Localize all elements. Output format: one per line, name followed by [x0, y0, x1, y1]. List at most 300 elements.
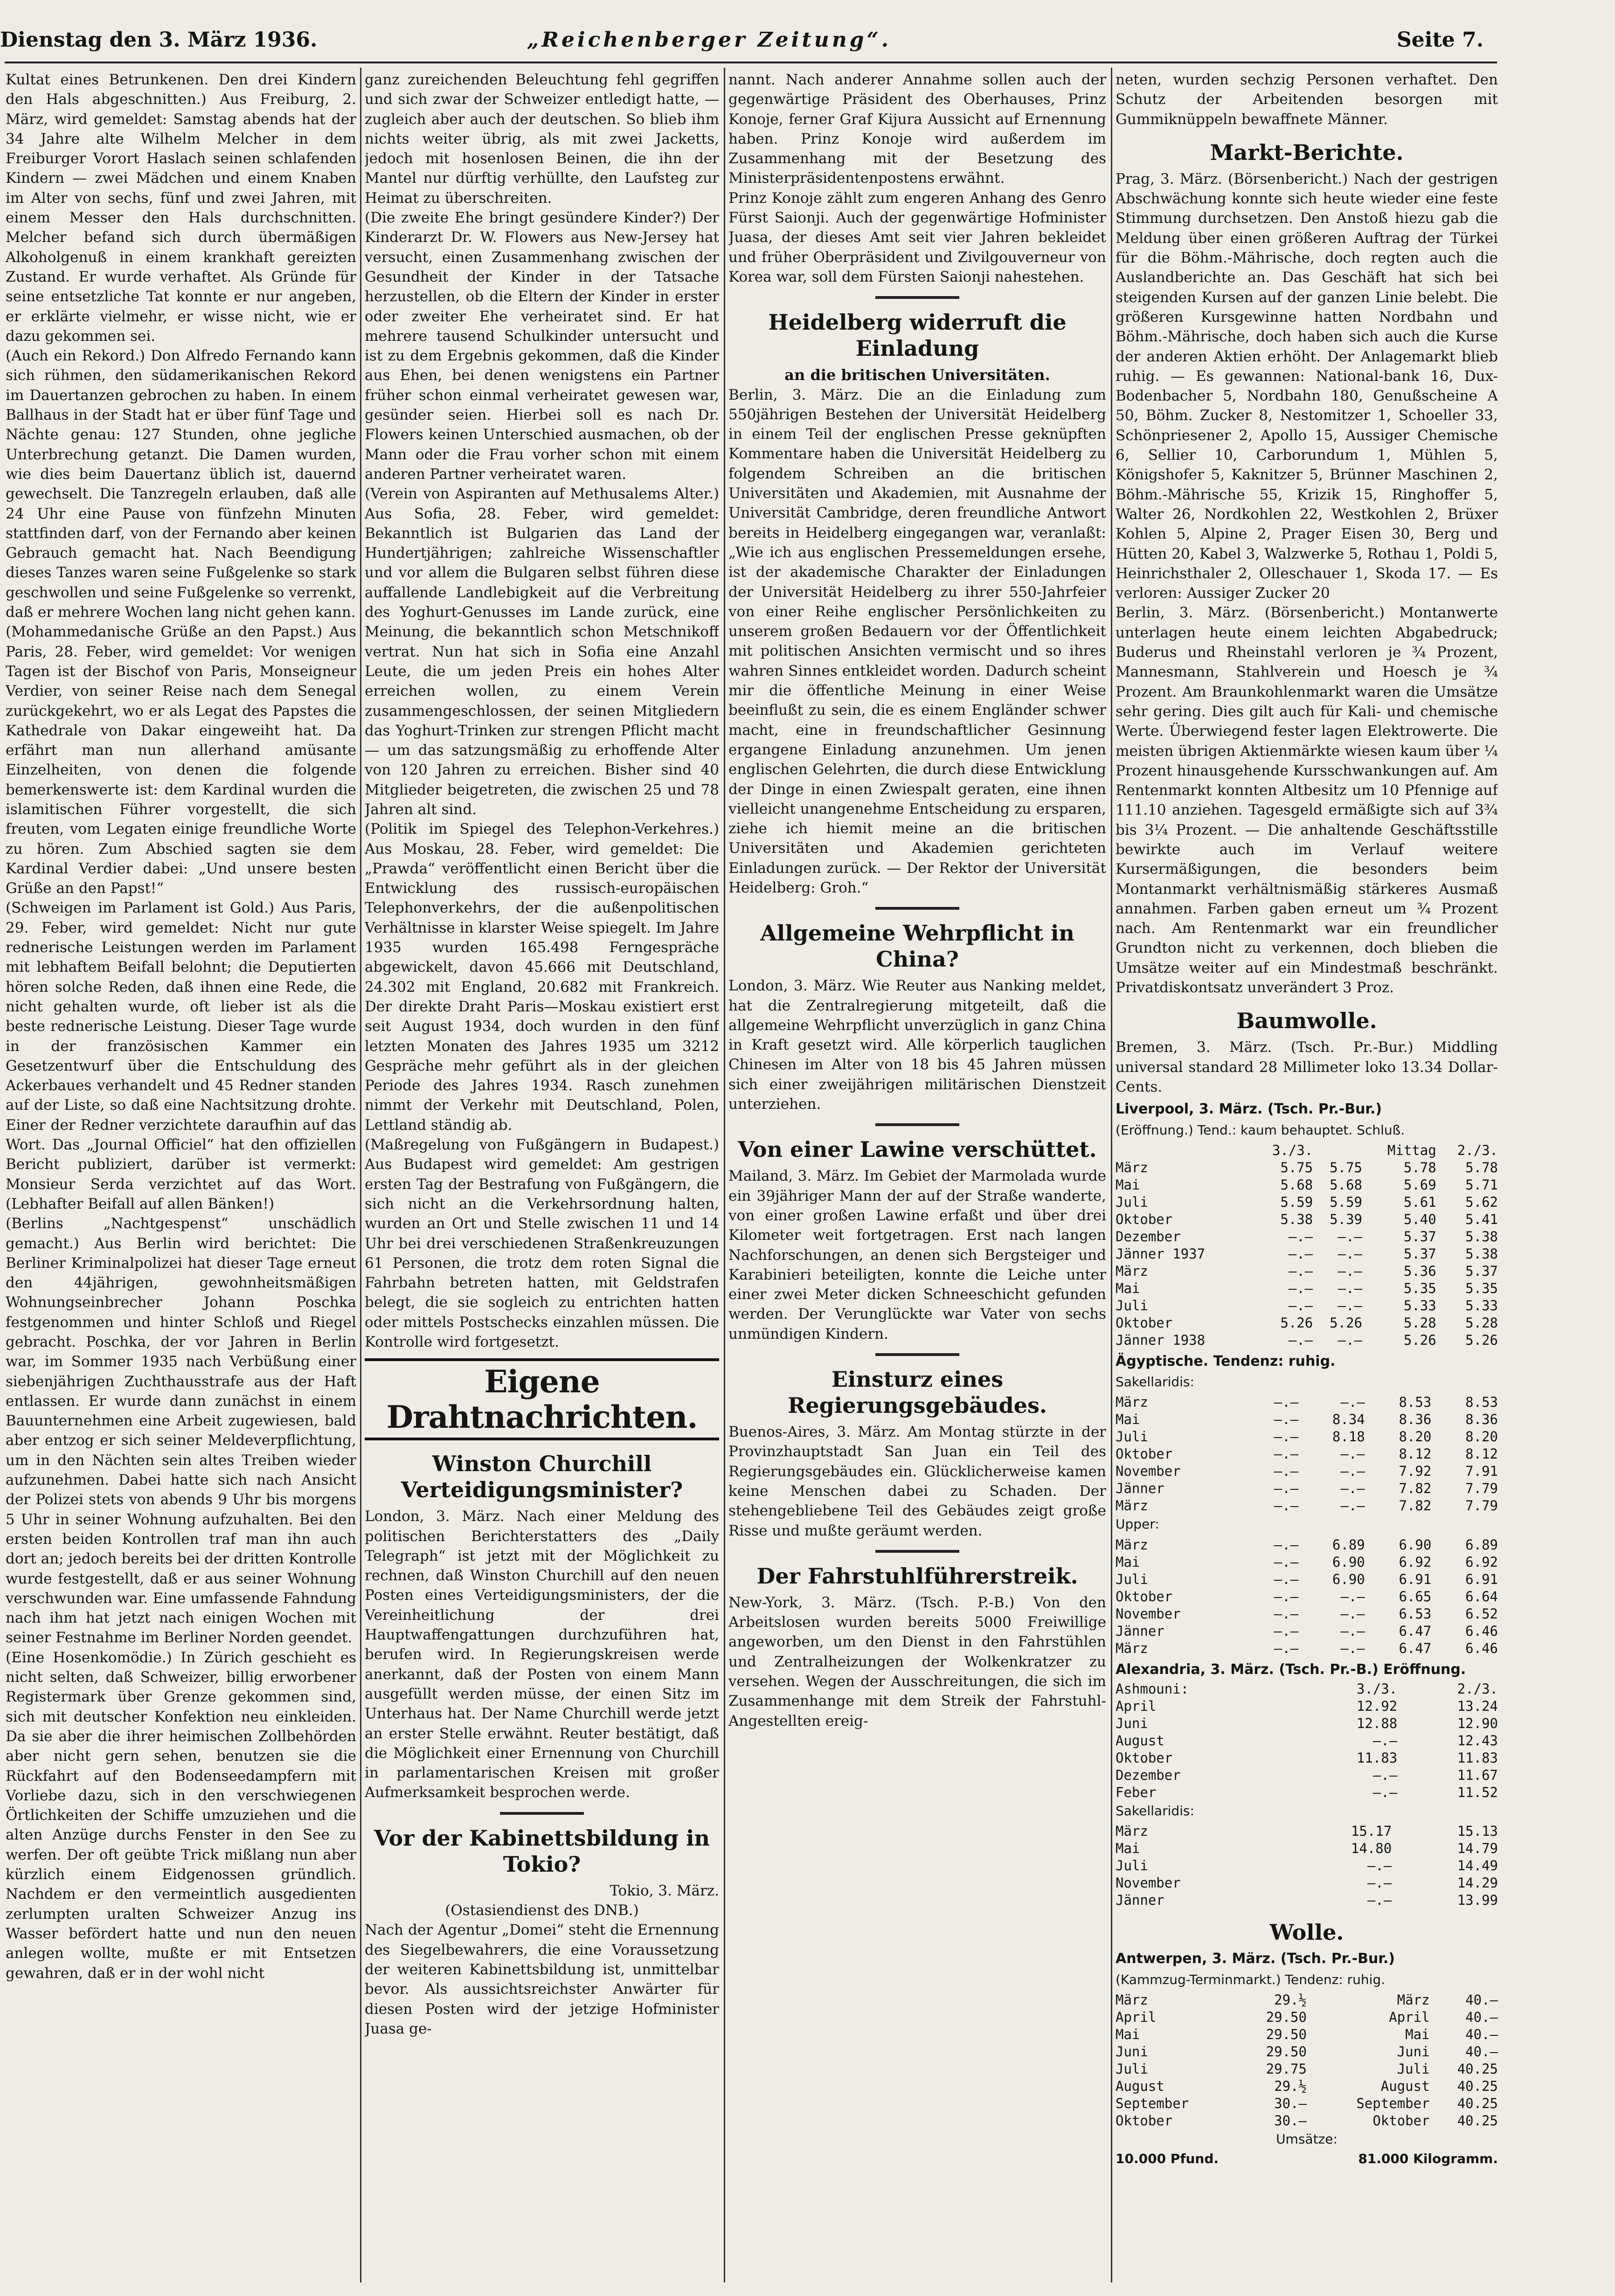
table-row: [1116, 1159, 1498, 1176]
separator: [875, 907, 959, 910]
table-cell: 5.61: [1403, 1194, 1436, 1210]
table-cell: —.—: [1367, 1892, 1392, 1909]
table-cell: 14.29: [1457, 1875, 1498, 1891]
table-cell: 14.49: [1457, 1858, 1498, 1874]
table-cell: —.—: [1367, 1875, 1392, 1891]
upper-heading: Upper:: [1116, 1516, 1159, 1532]
table-cell: —.—: [1288, 1280, 1313, 1296]
table-cell: 40.—: [1465, 1992, 1498, 2008]
article-budapest-fussgaenger: (Maßregelung von Fußgängern in Budapest.) Aus Budapest wird gemeldet: Am gestrigen ersten Tag der Bestrafung von Fußgängern, die sich nicht an die Verkehrsordnung halten, wurden an Ort und Stelle zwischen 11 und 14 Uhr bei drei verschiedenen Straßenkreuzungen 61 Personen, die trotz dem roten Signal die Fahrbahn betreten hatten, mit Geldstrafen belegt, die sie sogleich zu entrichten hatten oder mittels Postschecks einzahlen müssen. Die Kontrolle wird fortgesetzt.: [365, 1136, 719, 1350]
table-cell: 5.59: [1330, 1194, 1362, 1210]
row-label: November: [1116, 1605, 1181, 1622]
table-cell: 5.40: [1403, 1211, 1436, 1227]
table-cell: —.—: [1340, 1480, 1365, 1497]
row-label: Juni: [1116, 2043, 1148, 2060]
table-cell: —.—: [1340, 1640, 1365, 1656]
table-cell: 13.99: [1457, 1892, 1498, 1909]
table-cell: 5.37: [1403, 1245, 1436, 1262]
table-cell: 40.25: [1457, 2078, 1498, 2094]
table-cell: 6.91: [1399, 1571, 1432, 1587]
table-cell: Mai: [1405, 2026, 1430, 2042]
table-cell: 11.83: [1356, 1750, 1398, 1766]
table-cell: 8.53: [1399, 1394, 1432, 1411]
table-row: [1116, 1571, 1498, 1588]
table-cell: 6.90: [1332, 1571, 1365, 1587]
article-melcher: Kultat eines Betrunkenen. Den drei Kindern den Hals abgeschnitten.) Aus Freiburg, 2. März, wird gemeldet: Samstag abends hat der 34 Jahre alte Wilhelm Melcher in dem Freiburger Vorort Haslach seinen schlafenden Kindern — zwei Mädchen und einem Knaben im Alter von sechs, fünf und zwei Jahren, mit einem Messer den Hals durchschnitten. Melcher befand sich durch übermäßigen Alkoholgenuß in einem krankhaft gereizten Zustand. Er wurde verhaftet. Als Gründe für seine entsetzliche Tat konnte er nur angeben, er erklärte vielmehr, er wisse nicht, wie er dazu gekommen sei.: [6, 71, 356, 345]
table-cell: —.—: [1288, 1245, 1313, 1262]
row-label: Jänner 1938: [1116, 1332, 1206, 1348]
separator: [875, 1550, 959, 1553]
table-cell: —.—: [1372, 1784, 1398, 1801]
table-cell: 5.59: [1280, 1194, 1313, 1210]
table-cell: —.—: [1274, 1554, 1299, 1570]
table-row: [1116, 1605, 1498, 1623]
table-cell: 8.20: [1399, 1429, 1432, 1445]
table-row: [1116, 1297, 1498, 1314]
table-cell: 40.—: [1465, 2043, 1498, 2060]
row-label: März: [1116, 1394, 1148, 1411]
row-label: Feber: [1116, 1784, 1157, 1801]
table-row: [1116, 1176, 1498, 1194]
upper-table: [1116, 1536, 1498, 1657]
table-cell: 5.28: [1403, 1314, 1436, 1331]
article-fahrstuhl-continued: neten, wurden sechzig Personen verhaftet. Den Schutz der Arbeitenden besorgen mit Gummiknüppeln bewaffnete Männer.: [1116, 71, 1498, 128]
table-cell: 6.46: [1465, 1623, 1498, 1639]
table-cell: 8.12: [1465, 1446, 1498, 1462]
row-label: Mai: [1116, 1176, 1140, 1193]
section-markt-berichte: Markt-Berichte.: [1210, 139, 1404, 165]
headline-einsturz: Einsturz eines Regierungsgebäudes.: [788, 1367, 1047, 1418]
table-cell: 5.78: [1465, 1159, 1498, 1176]
article-hosenkomoedie: (Eine Hosenkomödie.) In Zürich geschieht es nicht selten, daß Schweizer, billig erworbener Registermark über Grenze gekommen sind, sich mit deutscher Konfektion neu einkleiden. Da sie aber die ihrer heimischen Zollbehörden aber nicht gern sehen, benutzen sie die Rückfahrt auf den Bodenseedampfern mit Vorliebe dazu, sich in den verschwiegenen Örtlichkeiten der Schiffe umzuziehen und die alten Anzüge durchs Fenster in den See zu werfen. Der oft geübte Trick mißlang nun aber kürzlich einem Eidgenossen gründlich. Nachdem er den vermeintlich ausgedienten zerlumpten uralten Schweizer Anzug ins Wasser befördert hatte und nun den neuen anlegen wollte, mußte er mit Entsetzen gewahren, daß er in der wohl nicht: [6, 1649, 356, 1982]
alexandria-heading: Alexandria, 3. März. (Tsch. Pr.-B.) Eröffnung.: [1116, 1661, 1466, 1678]
table-cell: 5.33: [1403, 1297, 1436, 1314]
table-cell: 5.69: [1403, 1176, 1436, 1193]
table-cell: —.—: [1274, 1623, 1299, 1639]
table-row: [1116, 1767, 1498, 1784]
report-bremen: Bremen, 3. März. (Tsch. Pr.-Bur.) Middling universal standard 28 Millimeter loko 13.34 Dollar-Cents.: [1116, 1039, 1498, 1095]
table-cell: 5.38: [1465, 1245, 1498, 1262]
table-cell: 29.½: [1274, 2078, 1307, 2094]
article-telephon-verkehr: (Politik im Spiegel des Telephon-Verkehres.) Aus Moskau, 28. Feber, wird gemeldet: Die „Prawda“ veröffentlicht einen Bericht über die Entwicklung des russisch-europäischen Telephonverkehrs, der die außenpolitischen Verhältnisse in klarster Weise spiegelt. Im Jahre 1935 wurden 165.498 Ferngespräche abgewickelt, davon 45.666 mit Deutschland, 24.302 mit England, 20.682 mit Frankreich. Der direkte Draht Paris—Moskau existiert erst seit August 1934, doch wurden in den fünf letzten Monaten des Jahres 1935 um 3212 Gespräche mehr geführt als in der gleichen Periode des Jahres 1934. Rasch zunehmen nimmt der Verkehr mit Deutschland, Polen, Lettland ständig ab.: [365, 821, 719, 1134]
separator: [875, 296, 959, 299]
row-label: Jänner: [1116, 1892, 1164, 1909]
row-label: Oktober: [1116, 1211, 1173, 1227]
article-nachtgespenst: (Berlins „Nachtgespenst“ unschädlich gemacht.) Aus Berlin wird berichtet: Die Berliner Kriminalpolizei hat dieser Tage erneut den 44jährigen, gewohnheitsmäßigen Wohnungseinbrecher Johann Poschka festgenommen und hinter Schloß und Riegel gebracht. Poschka, der vor Jahren in Berlin war, im Sommer 1935 nach Verbüßung einer siebenjährigen Zuchthausstrafe aus der Haft entlassen. Er wurde dann zunächst in einem Bauunternehmen eine Arbeit zugewiesen, bald aber entzog er sich seiner Meldeverpflichtung, um in den Nächten sein altes Treiben wieder aufzunehmen. Dabei hatte sich nach Ansicht der Polizei stets von abends 9 Uhr bis morgens 5 Uhr in seiner Wohnung aufzuhalten. Bei den ersten beiden Kontrollen traf man ihn auch dort an; jedoch bereits bei der dritten Kontrolle wurde festgestellt, daß er aus seiner Wohnung verschwunden war. Eine umfassende Fahndung nach ihm hat jetzt nach einigen Wochen mit seiner Festnahme im Berliner Norden geendet.: [6, 1215, 356, 1646]
article-einsturz: Buenos-Aires, 3. März. Am Montag stürzte in der Provinzhauptstadt San Juan ein Teil des Regierungsgebäudes ein. Glücklicherweise kamen keine Menschen dabei zu Schaden. Der stehengebliebene Teil des Gebäudes zeigt große Risse und mußte geräumt werden.: [728, 1424, 1106, 1539]
row-label: April: [1116, 1698, 1157, 1715]
headline-lawine: Von einer Lawine verschüttet.: [738, 1137, 1097, 1162]
article-churchill: London, 3. März. Nach einer Meldung des politischen Berichterstatters des „Daily Telegraph“ ist jetzt mit der Möglichkeit zu rechnen, daß Winston Churchill auf den neuen Posten eines Verteidigungsministers, der die Vereinheitlichung der drei Hauptwaffengattungen durchzuführen hat, berufen wird. In Regierungskreisen werde anerkannt, daß der Posten von einem Mann ausgefüllt werden müsse, der einen Sitz im Unterhaus hat. Der Name Churchill werde jetzt an erster Stelle erwähnt. Reuter bestätigt, daß die Möglichkeit einer Ernennung von Churchill in parlamentarischen Kreisen mit großer Aufmerksamkeit besprochen werde.: [365, 1508, 719, 1801]
table-cell: 6.91: [1465, 1571, 1498, 1587]
row-label: Juli: [1116, 1858, 1148, 1874]
antwerpen-heading: Antwerpen, 3. März. (Tsch. Pr.-Bur.): [1116, 1950, 1395, 1967]
agency-note: (Ostasiendienst des DNB.): [445, 1902, 639, 1919]
column-3: [728, 70, 1106, 2280]
row-label: Jänner 1937: [1116, 1245, 1206, 1262]
table-cell: 29.75: [1266, 2061, 1307, 2077]
table-cell: —.—: [1367, 1858, 1392, 1874]
table-row: [1116, 1445, 1498, 1463]
row-label: November: [1116, 1875, 1181, 1891]
table-cell: 6.90: [1332, 1554, 1365, 1570]
table-cell: 6.46: [1465, 1640, 1498, 1656]
headline-heidelberg: Heidelberg widerruft die Einladung: [768, 310, 1067, 361]
header-date: Dienstag den 3. März 1936.: [0, 28, 318, 52]
table-row: [1116, 2009, 1498, 2026]
table-cell: —.—: [1274, 1446, 1299, 1462]
table-cell: 7.79: [1465, 1498, 1498, 1514]
separator: [875, 1353, 959, 1356]
row-label: Jänner: [1116, 1480, 1164, 1497]
table-cell: Juli: [1397, 2061, 1430, 2077]
table-row: [1116, 1536, 1498, 1554]
table-cell: 8.36: [1399, 1411, 1432, 1428]
ashmouni-table: [1116, 1681, 1498, 1801]
table-cell: 40.25: [1457, 2112, 1498, 2129]
table-row: [1116, 1245, 1498, 1263]
table-cell: 7.92: [1399, 1463, 1432, 1480]
row-label: Oktober: [1116, 1588, 1173, 1604]
table-cell: 7.82: [1399, 1498, 1432, 1514]
table-cell: 5.26: [1403, 1332, 1436, 1348]
article-dauertanz: (Auch ein Rekord.) Don Alfredo Fernando kann sich rühmen, den südamerikanischen Rekord im Dauertanzen gebrochen zu haben. In einem Ballhaus in der Stadt hat er über fünf Tage und Nächte genau: 127 Stunden, ohne jegliche Unterbrechung getanzt. Die Damen wurden, wie dies beim Dauertanz üblich ist, dauernd gewechselt. Die Tanzregeln erlauben, daß alle 24 Uhr eine Pause von fünfzehn Minuten stattfinden darf, von der Fernando aber keinen Gebrauch gemacht hat. Nach Beendigung dieses Tanzes waren seine Fußgelenke so stark geschwollen und seine Fußgelenke so verrenkt, daß er mehrere Wochen lang nicht gehen kann.: [6, 347, 356, 621]
row-label: März: [1116, 1823, 1148, 1840]
row-label: Oktober: [1116, 1446, 1173, 1462]
section-wolle: Wolle.: [1269, 1920, 1344, 1945]
table-cell: 5.28: [1465, 1314, 1498, 1331]
antwerpen-table: [1116, 1992, 1498, 2130]
table-cell: 6.64: [1465, 1588, 1498, 1604]
table-row: [1116, 2112, 1498, 2130]
table-cell: —.—: [1274, 1588, 1299, 1604]
table-row: [1116, 1784, 1498, 1801]
table-cell: —.—: [1338, 1332, 1362, 1348]
table-row: [1116, 1992, 1498, 2009]
table-cell: —.—: [1274, 1394, 1299, 1411]
table-cell: 6.65: [1399, 1588, 1432, 1604]
table-cell: 15.13: [1457, 1823, 1498, 1840]
table-row: [1116, 1715, 1498, 1732]
table-cell: 5.36: [1403, 1263, 1436, 1279]
article-fahrstuhl: New-York, 3. März. (Tsch. P.-B.) Von den Arbeitslosen wurden bereits 5000 Freiwillige angeworben, um den Dienst in den Fahrstühlen und Zentralheizungen der Wolkenkratzer zu versehen. Wegen der Ausschreitungen, die sich im Zusammenhange mit dem Streik der Fahrstuhl-Angestellten ereig-: [728, 1594, 1106, 1729]
row-label: März: [1116, 1498, 1148, 1514]
liverpool-rows: [1116, 1159, 1498, 1349]
table-cell: —.—: [1338, 1245, 1362, 1262]
table-cell: 29.50: [1266, 2043, 1307, 2060]
table-row: [1116, 1892, 1498, 1909]
row-label: Oktober: [1116, 1750, 1173, 1766]
table-cell: 5.26: [1280, 1314, 1313, 1331]
row-label: Mai: [1116, 1280, 1140, 1296]
table-cell: 8.12: [1399, 1446, 1432, 1462]
table-cell: 5.68: [1280, 1176, 1313, 1193]
header-rule: [5, 62, 1497, 63]
column-4: [1116, 70, 1498, 2280]
table-cell: 40.25: [1457, 2095, 1498, 2111]
row-label: März: [1116, 1159, 1148, 1176]
table-cell: März: [1397, 1992, 1430, 2008]
table-cell: —.—: [1340, 1394, 1365, 1411]
table-cell: 12.88: [1356, 1715, 1398, 1732]
table-cell: —.—: [1274, 1536, 1299, 1553]
table-cell: 29.½: [1274, 1992, 1307, 2008]
section-baumwolle: Baumwolle.: [1236, 1008, 1377, 1034]
antwerpen-subheading: (Kammzug-Terminmarkt.) Tendenz: ruhig.: [1116, 1971, 1386, 1987]
row-label: Oktober: [1116, 1314, 1173, 1331]
table-row: [1116, 1840, 1498, 1857]
section-banner-drahtnachrichten: Eigene Drahtnachrichten.: [365, 1358, 719, 1440]
table-row: [1116, 1194, 1498, 1211]
table-cell: 8.18: [1332, 1429, 1365, 1445]
table-cell: 11.83: [1457, 1750, 1498, 1766]
table-row: [1116, 1411, 1498, 1428]
table-cell: 6.47: [1399, 1640, 1432, 1656]
row-label: März: [1116, 1536, 1148, 1553]
table-cell: 15.17: [1351, 1823, 1392, 1840]
article-schweigen-parlament: (Schweigen im Parlament ist Gold.) Aus Paris, 29. Feber, wird gemeldet: Nicht nur gute rednerische Leistungen werden im Parlament mit lebhaftem Beifall belohnt; die Deputierten hören solche Reden, daß ihnen eine Rede, die nicht gehalten wurde, oft lieber ist als die beste rednerische Leistung. Dieser Tage wurde in der französischen Kammer ein Gesetzentwurf über die Entschuldung des Ackerbaues verhandelt und 45 Redner standen auf der Liste, so daß eine Nachtsitzung drohte. Einer der Redner verzichtete daraufhin auf das Wort. Das „Journal Officiel“ hat den offiziellen Bericht publiziert, darüber ist vermerkt: Monsieur Serda verzichtet auf das Wort. (Lebhafter Beifall auf allen Bänken!): [6, 899, 356, 1212]
row-label: März: [1116, 1992, 1148, 2008]
table-cell: —.—: [1340, 1588, 1365, 1604]
sakellaridis-table: [1116, 1394, 1498, 1515]
table-cell: 6.47: [1399, 1623, 1432, 1639]
table-cell: 6.52: [1465, 1605, 1498, 1622]
table-cell: 12.90: [1457, 1715, 1498, 1732]
table-cell: August: [1380, 2078, 1430, 2094]
table-cell: 5.37: [1403, 1228, 1436, 1245]
table-row: [1116, 1588, 1498, 1605]
table-cell: April: [1389, 2009, 1430, 2025]
table-cell: 8.20: [1465, 1429, 1498, 1445]
table-cell: 8.36: [1465, 1411, 1498, 1428]
umsaetze-row: [1116, 2149, 1498, 2168]
row-label: Dezember: [1116, 1228, 1181, 1245]
table-row: [1116, 1554, 1498, 1571]
table-cell: —.—: [1338, 1280, 1362, 1296]
table-cell: —.—: [1340, 1623, 1365, 1639]
table-row: [1116, 1640, 1498, 1657]
table-cell: 14.80: [1351, 1840, 1392, 1857]
table-row: [1116, 2026, 1498, 2043]
table-row: [1116, 1497, 1498, 1515]
row-label: August: [1116, 2078, 1164, 2094]
report-berlin: Berlin, 3. März. (Börsenbericht.) Montanwerte unterlagen heute einem leichten Abgabedruck; Buderus und Rheinstahl verloren je ¾ Prozent, Mannesmann, Stahlverein und Hoesch je ¾ Prozent. Am Braunkohlenmarkt waren die Umsätze sehr gering. Dies gilt auch für Kali- und chemische Werte. Überwiegend fester lagen Elektrowerte. Die meisten übrigen Aktienmärkte wiesen kaum über ¼ Prozent hinausgehende Kursschwankungen auf. Am Rentenmarkt konnten Altbesitz um 10 Pfennige auf 111.10 anziehen. Tagesgeld ermäßigte sich auf 3¾ bis 3¼ Prozent. — Die anhaltende Geschäftsstille bewirkte auch im Verlauf weitere Kursermäßigungen, die besonders beim Montanmarkt verhältnismäßig stärkeres Ausmaß annahmen. Farben gaben erneut um ¾ Prozent nach. Am Rentenmarkt war ein freundlicher Grundton nicht zu verkennen, doch blieben die Umsätze weiter auf ein Mindestmaß beschränkt. Privatdiskontsatz unverändert 3 Proz.: [1116, 604, 1498, 996]
table-cell: 13.24: [1457, 1698, 1498, 1715]
table-cell: Juni: [1397, 2043, 1430, 2060]
article-tokio-continued: nannt. Nach anderer Annahme sollen auch der gegenwärtige Präsident des Oberhauses, Prinz Konoje, ferner Graf Kijura Aussicht auf Ernennung haben. Prinz Konoje wird außerdem im Zusammenhang mit der Besetzung des Ministerpräsidentenpostens erwähnt.: [728, 71, 1106, 187]
dateline-tokio: Tokio, 3. März.: [610, 1882, 719, 1899]
table-row: [1116, 2043, 1498, 2061]
table-cell: 40.—: [1465, 2009, 1498, 2025]
table-cell: 5.39: [1330, 1211, 1362, 1227]
row-label: Dezember: [1116, 1767, 1181, 1784]
row-label: April: [1116, 2009, 1157, 2025]
headline-tokio: Vor der Kabinettsbildung in Tokio?: [374, 1825, 710, 1877]
article-tokio: Nach der Agentur „Domei“ steht die Ernennung des Siegelbewahrers, die eine Voraussetzung der weiteren Kabinettsbildung ist, unmittelbar bevor. Als aussichtsreichster Anwärter für diesen Posten wird der jetzige Hofminister Juasa ge-: [365, 1922, 719, 2037]
table-cell: 29.50: [1266, 2026, 1307, 2042]
table-cell: 40.—: [1465, 2026, 1498, 2042]
article-heidelberg: Berlin, 3. März. Die an die Einladung zum 550jährigen Bestehen der Universität Heidelberg in einem Teil der englischen Presse geknüpften Kommentare haben die Universität Heidelberg zu folgendem Schreiben an die britischen Universitäten und Akademien, mit Ausnahme der Universität Cambridge, deren freundliche Antwort bereits in Heidelberg eingegangen war, veranlaßt: „Wie ich aus englischen Pressemeldungen ersehe, ist der akademische Charakter der Einladungen der Universität Heidelberg zu ihrer 550-Jahrfeier von einer Reihe englischer Persönlichkeiten zu unserem großen Bedauern vor der Öffentlichkeit mit politischen Ansichten vermischt und so ihres wahren Sinnes entkleidet worden. Dadurch scheint mir die öffentliche Meinung in einer Weise beeinflußt zu sein, die es einem Engländer schwer macht, eine in freundschaftlicher Gesinnung ergangene Einladung anzunehmen. Um jenen englischen Gelehrten, die durch diese Entwicklung der Dinge in einen Zwiespalt geraten, eine ihnen vielleicht unangenehme Entscheidung zu ersparen, ziehe ich hiemit meine an die britischen Universitäten und Akademien gerichteten Einladungen zurück. — Der Rektor der Universität Heidelberg: Groh.“: [728, 386, 1106, 896]
table-row: [1116, 1623, 1498, 1640]
table-cell: —.—: [1340, 1498, 1365, 1514]
table-cell: —.—: [1338, 1228, 1362, 1245]
table-cell: 12.92: [1356, 1698, 1398, 1715]
row-label: Oktober: [1116, 2112, 1173, 2129]
row-label: November: [1116, 1463, 1181, 1480]
table-cell: Oktober: [1372, 2112, 1430, 2129]
table-row: [1116, 2061, 1498, 2078]
table-cell: 5.78: [1403, 1159, 1436, 1176]
table-header-row: Ashmouni: 3./3. 2./3.: [1116, 1681, 1498, 1697]
row-label: Mai: [1116, 1554, 1140, 1570]
table-cell: 5.33: [1465, 1297, 1498, 1314]
table-row: [1116, 1480, 1498, 1497]
article-lawine: Mailand, 3. März. Im Gebiet der Marmolada wurde ein 39jähriger Mann der auf der Straße wanderte, von einer großen Lawine erfaßt und über drei Kilometer weit fortgetragen. Erst nach langen Nachforschungen, an denen sich Bergsteiger und Karabinieri beteiligten, konnte die Leiche unter einer zwei Meter dicken Schneeschicht gefunden werden. Der Verunglückte war Vater von sechs unmündigen Kindern.: [728, 1168, 1106, 1342]
article-mohammedan-greetings: (Mohammedanische Grüße an den Papst.) Aus Paris, 28. Feber, wird gemeldet: Vor wenigen Tagen ist der Bischof von Paris, Monseigneur Verdier, von seiner Reise nach dem Senegal zurückgekehrt, wo er als Legat des Papstes die Kathedrale von Dakar eingeweiht hat. Da erfährt man nun allerhand amüsante Einzelheiten, von denen die folgende bemerkenswerte ist: dem Kardinal wurden die islamitischen Führer vorgestellt, die sich freuten, vom Legaten einige freundliche Worte zu hören. Zum Abschied sagten sie dem Kardinal Verdier dabei: „Und unsere besten Grüße an den Papst!“: [6, 623, 356, 897]
table-row: [1116, 1732, 1498, 1750]
table-row: [1116, 1332, 1498, 1349]
sakellaridis-alex-table: [1116, 1823, 1498, 1909]
umsaetze-label: Umsätze:: [1276, 2131, 1338, 2147]
table-cell: 11.52: [1457, 1784, 1498, 1801]
table-row: [1116, 2078, 1498, 2095]
row-label: Mai: [1116, 1840, 1140, 1857]
row-label: Juli: [1116, 1194, 1148, 1210]
table-cell: 6.90: [1399, 1536, 1432, 1553]
table-cell: 7.82: [1399, 1480, 1432, 1497]
table-row: [1116, 1698, 1498, 1715]
table-row: [1116, 1857, 1498, 1874]
column-1: [6, 70, 356, 2280]
row-label: Juli: [1116, 1429, 1148, 1445]
table-cell: 8.34: [1332, 1411, 1365, 1428]
table-cell: 5.62: [1465, 1194, 1498, 1210]
table-row: [1116, 1228, 1498, 1245]
headline-churchill: Winston Churchill Verteidigungsminister?: [401, 1451, 683, 1503]
table-row: [1116, 1263, 1498, 1280]
table-cell: —.—: [1274, 1411, 1299, 1428]
table-cell: —.—: [1274, 1498, 1299, 1514]
table-cell: 5.68: [1330, 1176, 1362, 1193]
separator: [875, 1123, 959, 1126]
table-cell: —.—: [1372, 1733, 1398, 1749]
header-page-number: Seite 7.: [1397, 28, 1484, 52]
table-cell: 7.79: [1465, 1480, 1498, 1497]
table-cell: 6.89: [1465, 1536, 1498, 1553]
table-cell: 5.75: [1330, 1159, 1362, 1176]
table-cell: —.—: [1340, 1463, 1365, 1480]
table-cell: 30.—: [1274, 2095, 1307, 2111]
column-2: [365, 70, 719, 2280]
table-cell: 5.41: [1465, 1211, 1498, 1227]
table-cell: —.—: [1372, 1767, 1398, 1784]
table-cell: 5.26: [1330, 1314, 1362, 1331]
row-label: Mai: [1116, 1411, 1140, 1428]
sakellaridis-alex-heading: Sakellaridis:: [1116, 1803, 1194, 1819]
article-konoje: Prinz Konoje zählt zum engeren Anhang des Genro Fürst Saionji. Auch der gegenwärtige Hofminister Juasa, der dieses Amt seit vier Jahren bekleidet und früher Oberpräsident und Zivilgouverneur von Korea war, soll dem Fürsten Saionji nahestehen.: [728, 189, 1106, 285]
table-cell: —.—: [1288, 1332, 1313, 1348]
row-label: Juli: [1116, 1297, 1148, 1314]
table-cell: 7.91: [1465, 1463, 1498, 1480]
article-methusalem: (Verein von Aspiranten auf Methusalems Alter.) Aus Sofia, 28. Feber, wird gemeldet: Bekanntlich ist Bulgarien das Land der Hundertjährigen; zahlreiche Wissenschaftler und vor allem die Bulgaren selbst führen diese auffallende Landlebigkeit auf die Verbreitung des Yoghurt-Genusses im Lande zurück, eine Meinung, die bekanntlich schon Metschnikoff vertrat. Nun hat sich in Sofia eine Anzahl Leute, die um jeden Preis ein hohes Alter erreichen wollen, zu einem Verein zusammengeschlossen, der seinen Mitgliedern das Yoghurt-Trinken zur strengen Pflicht macht — um das satzungsmäßig zu erhoffende Alter von 120 Jahren zu erreichen. Bisher sind 40 Mitglieder beigetreten, die zwischen 25 und 78 Jahren alt sind.: [365, 485, 719, 818]
separator: [500, 1812, 584, 1815]
header-paper-name: „Reichenberger Zeitung“.: [527, 28, 892, 52]
column-rule: [1111, 68, 1112, 2282]
row-label: September: [1116, 2095, 1189, 2111]
table-cell: 5.26: [1465, 1332, 1498, 1348]
table-cell: 11.67: [1457, 1767, 1498, 1784]
table-cell: —.—: [1338, 1263, 1362, 1279]
umsaetze-left: 10.000 Pfund.: [1116, 2151, 1219, 2167]
table-cell: —.—: [1288, 1297, 1313, 1314]
table-cell: 8.53: [1465, 1394, 1498, 1411]
table-cell: 40.25: [1457, 2061, 1498, 2077]
table-row: [1116, 1314, 1498, 1332]
table-row: [1116, 1463, 1498, 1480]
row-label: Juli: [1116, 2061, 1148, 2077]
page-header: [0, 28, 1615, 61]
row-label: Jänner: [1116, 1623, 1164, 1639]
table-cell: 5.38: [1280, 1211, 1313, 1227]
table-cell: 6.92: [1399, 1554, 1432, 1570]
table-row: [1116, 2095, 1498, 2112]
table-row: [1116, 1428, 1498, 1445]
report-prag: Prag, 3. März. (Börsenbericht.) Nach der gestrigen Abschwächung konnte sich heute wieder eine feste Stimmung durchsetzen. Den Anstoß hiezu gab die Meldung über einen größeren Auftrag der Türkei für die Böhm.-Mährische, doch regten auch die Auslandberichte an. Das Geschäft hat sich bei steigenden Kursen auf der ganzen Linie belebt. Die größeren Kursgewinne hatten Nordbahn und Böhm.-Mährische, doch haben sich auch die Kurse der anderen Aktien erhöht. Der Anlagemarkt blieb ruhig. — Es gewannen: National-bank 16, Dux-Bodenbacher 5, Nordbahn 180, Genußscheine A 50, Böhm. Zucker 8, Nestomitzer 1, Schoeller 33, Schönpriesener 2, Apollo 15, Aussiger Chemische 6, Sellier 10, Carborundum 1, Mühlen 5, Königshofer 5, Kaknitzer 5, Brünner Maschinen 2, Böhm.-Mährische 55, Krizik 15, Ringhoffer 5, Walter 26, Nordkohlen 22, Westkohlen 2, Brüxer Kohlen 5, Alpine 2, Prager Eisen 30, Berg und Hütten 20, Kabel 3, Walzwerke 5, Rothau 1, Poldi 5, Heinrichsthaler 2, Olleschauer 1, Skoda 17. — Es verloren: Aussiger Zucker 20: [1116, 170, 1498, 602]
table-row: [1116, 1750, 1498, 1767]
table-row: [1116, 1823, 1498, 1840]
liverpool-table: [1116, 1142, 1498, 1349]
egyptian-heading: Ägyptische. Tendenz: ruhig.: [1116, 1353, 1336, 1369]
headline-china: Allgemeine Wehrpflicht in China?: [760, 920, 1074, 972]
article-zweite-ehe: (Die zweite Ehe bringt gesündere Kinder?) Der Kinderarzt Dr. W. Flowers aus New-Jersey hat versucht, einen Zusammenhang zwischen der Gesundheit der Kinder in der Tatsache herzustellen, ob die Eltern der Kinder in erster oder zweiter Ehe verheiratet sind. Er hat mehrere tausend Schulkinder untersucht und ist zu dem Ergebnis gekommen, daß die Kinder aus Ehen, bei denen wenigstens ein Partner früher schon einmal verheiratet gewesen war, gesünder seien. Hierbei soll es nach Dr. Flowers keinen Unterschied ausmachen, ob der Mann oder die Frau vorher schon mit einem anderen Partner verheiratet waren.: [365, 209, 719, 483]
table-cell: 5.71: [1465, 1176, 1498, 1193]
table-cell: —.—: [1274, 1571, 1299, 1587]
sakellaridis-heading: Sakellaridis:: [1116, 1374, 1194, 1390]
liverpool-heading: Liverpool, 3. März. (Tsch. Pr.-Bur.): [1116, 1101, 1382, 1118]
article-hosen-continued: ganz zureichenden Beleuchtung fehl gegriffen und sich zwar der Schweizer entledigt hatte, — zugleich aber auch der deutschen. So blieb ihm nichts weiter übrig, als mit zwei Jacketts, jedoch mit hosenlosen Beinen, die ihn der Mantel nur dürftig verhüllte, den Laufsteg zur Heimat zu überschreiten.: [365, 71, 719, 207]
table-cell: September: [1356, 2095, 1430, 2111]
table-cell: —.—: [1288, 1263, 1313, 1279]
table-cell: —.—: [1274, 1640, 1299, 1656]
table-cell: —.—: [1274, 1480, 1299, 1497]
table-cell: 6.53: [1399, 1605, 1432, 1622]
row-label: Juni: [1116, 1715, 1148, 1732]
table-cell: 29.50: [1266, 2009, 1307, 2025]
table-cell: 5.35: [1465, 1280, 1498, 1296]
umsaetze-right: 81.000 Kilogramm.: [1358, 2151, 1498, 2167]
table-cell: —.—: [1338, 1297, 1362, 1314]
column-rule: [360, 68, 361, 2282]
table-cell: —.—: [1340, 1605, 1365, 1622]
article-china: London, 3. März. Wie Reuter aus Nanking meldet, hat die Zentralregierung mitgeteilt, daß die allgemeine Wehrpflicht unverzüglich in ganz China in Kraft gesetzt wird. Alle körperlich tauglichen Chinesen im Alter von 18 bis 45 Jahren müssen sich einer zweijährigen militärischen Dienstzeit unterziehen.: [728, 977, 1106, 1113]
row-label: Mai: [1116, 2026, 1140, 2042]
table-cell: —.—: [1274, 1463, 1299, 1480]
headline-fahrstuhl: Der Fahrstuhlführerstreik.: [756, 1563, 1078, 1589]
table-cell: 5.38: [1465, 1228, 1498, 1245]
column-rule: [724, 68, 725, 2282]
table-cell: 5.35: [1403, 1280, 1436, 1296]
table-cell: 6.89: [1332, 1536, 1365, 1553]
table-cell: —.—: [1274, 1429, 1299, 1445]
row-label: März: [1116, 1640, 1148, 1656]
table-row: [1116, 1874, 1498, 1892]
table-cell: —.—: [1274, 1605, 1299, 1622]
table-cell: 30.—: [1274, 2112, 1307, 2129]
table-cell: 14.79: [1457, 1840, 1498, 1857]
table-header-row: 3./3. Mittag 2./3.: [1272, 1142, 1498, 1158]
liverpool-subheading: (Eröffnung.) Tend.: kaum behauptet. Schluß.: [1116, 1122, 1405, 1138]
row-label: August: [1116, 1733, 1164, 1749]
